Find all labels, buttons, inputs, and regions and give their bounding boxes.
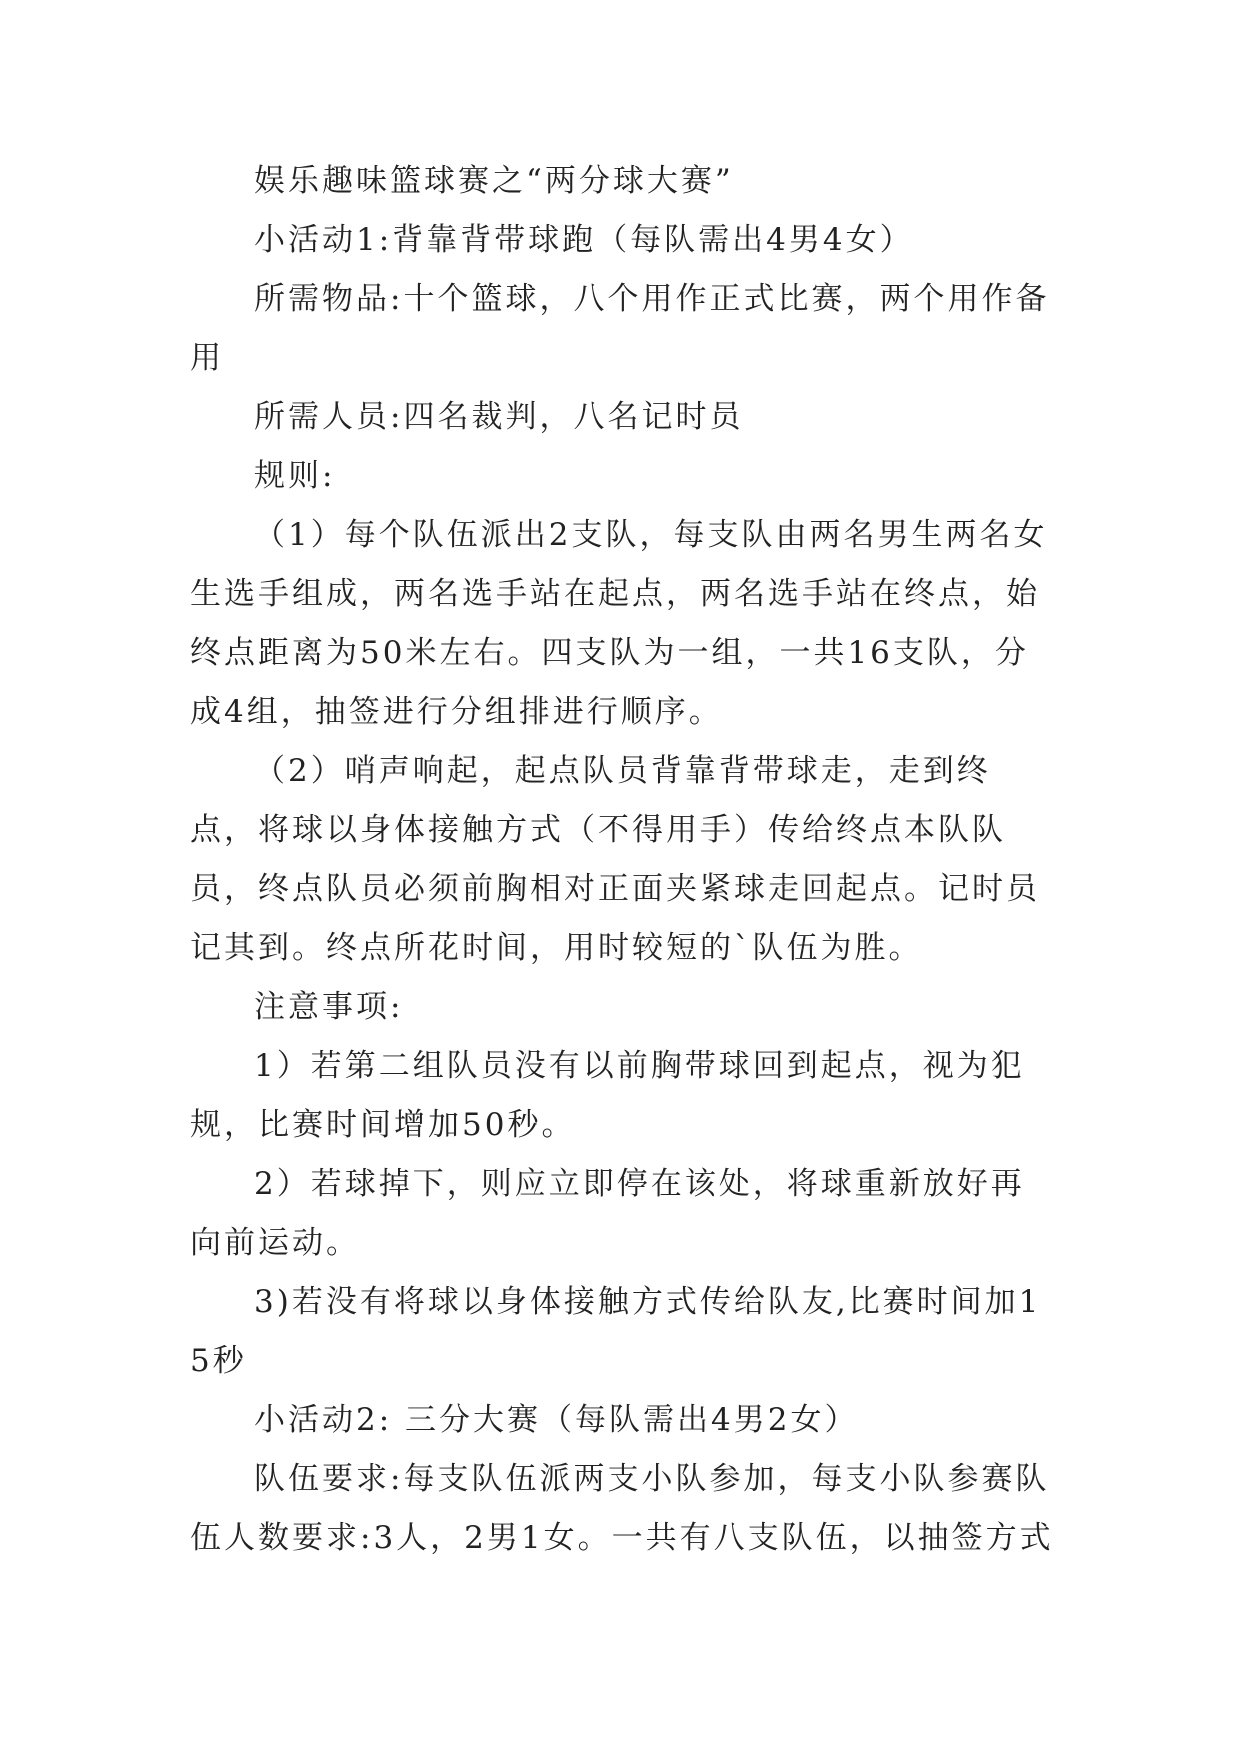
activity-2-heading: 小活动2: 三分大赛（每队需出4男2女） [254,1402,859,1438]
notes-heading: 注意事项: [254,989,404,1025]
note-1-paragraph: 1）若第二组队员没有以前胸带球回到起点，视为犯规，比赛时间增加50秒。 [190,1048,1025,1143]
document-body [190,152,1058,1568]
rules-heading: 规则: [254,458,336,494]
activity-1-heading: 小活动1:背靠背带球跑（每队需出4男4女） [254,222,914,258]
team-requirements-paragraph: 队伍要求:每支队伍派两支小队参加，每支小队参赛队伍人数要求:3人，2男1女。一共有八支队伍，以抽签方式 [190,1461,1054,1556]
rule-2-paragraph: （2）哨声响起，起点队员背靠背带球走，走到终点，将球以身体接触方式（不得用手）传给终点本队队员，终点队员必须前胸相对正面夹紧球走回起点。记时员记其到。终点所花时间，用时较短的`队伍为胜。 [190,753,1040,966]
note-2-paragraph: 2）若球掉下，则应立即停在该处，将球重新放好再向前运动。 [190,1166,1025,1261]
document-title: 娱乐趣味篮球赛之“两分球大赛” [254,163,734,199]
note-3-paragraph: 3)若没有将球以身体接触方式传给队友,比赛时间加15秒 [190,1284,1042,1379]
required-staff-paragraph: 所需人员:四名裁判，八名记时员 [254,399,744,435]
required-items-paragraph: 所需物品:十个篮球，八个用作正式比赛，两个用作备用 [190,281,1050,376]
rule-1-paragraph: （1）每个队伍派出2支队，每支队由两名男生两名女生选手组成，两名选手站在起点，两名选手站在终点，始终点距离为50米左右。四支队为一组，一共16支队，分成4组，抽签进行分组排进行顺序。 [190,517,1048,730]
